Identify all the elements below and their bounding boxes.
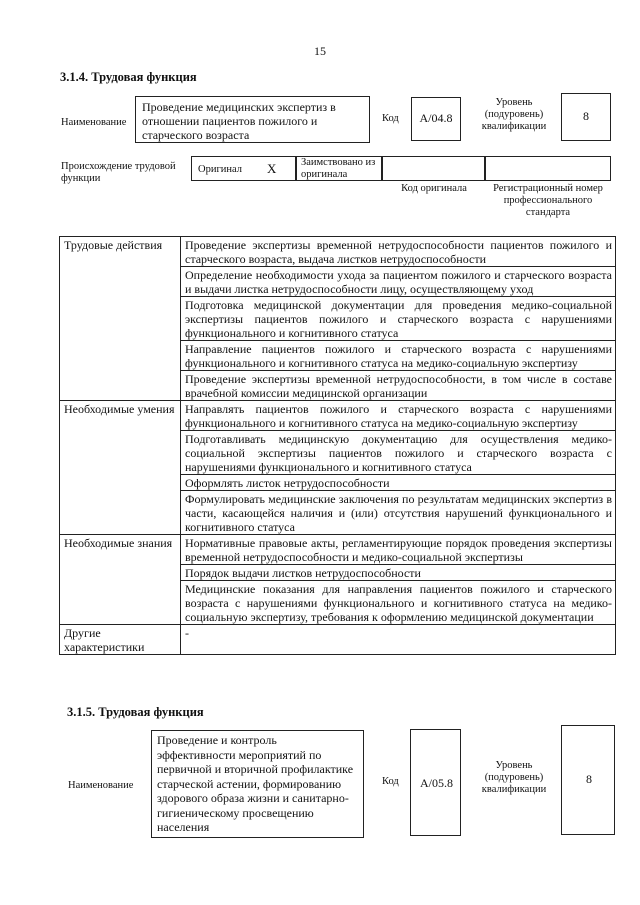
function-name-box: Проведение медицинских экспертиз в отношении пациентов пожилого и старческого возраста: [135, 96, 370, 143]
table-cell: Определение необходимости ухода за пациентом пожилого и старческого возраста и выдачи листка нетрудоспособности лицу, осуществляющему уход: [181, 267, 616, 297]
table-cell: Подготовка медицинской документации для проведения медико-социальной экспертизы пациентов пожилого и старческого возраста с нарушениями функционального и когнитивного статуса: [181, 297, 616, 341]
code-label: Код: [382, 776, 399, 787]
group-label: Трудовые действия: [60, 237, 181, 401]
page-number: 15: [314, 44, 326, 58]
group-label: Другие характеристики: [60, 625, 181, 655]
group-label: Необходимые умения: [60, 401, 181, 535]
code-value-box: A/04.8: [411, 97, 461, 141]
table-cell: Медицинские показания для направления пациентов пожилого и старческого возраста с нарушениями функционального и когнитивного статуса на медико-социальную экспертизу, требования к оформлению медицинской документации: [181, 581, 616, 625]
table-cell: Оформлять листок нетрудоспособности: [181, 475, 616, 491]
table-cell: Проведение экспертизы временной нетрудоспособности пациентов пожилого и старческого возраста, выдача листков нетрудоспособности: [181, 237, 616, 267]
name-label: Наименование: [61, 117, 127, 128]
table-cell: Проведение экспертизы временной нетрудоспособности, в том числе в составе врачебной комиссии медицинской организации: [181, 371, 616, 401]
code-label: Код: [382, 113, 399, 124]
original-cell: [191, 156, 296, 181]
code-original-label: Код оригинала: [401, 183, 467, 194]
section-heading: 3.1.5. Трудовая функция: [67, 705, 204, 719]
qualification-level-box: [561, 725, 615, 835]
borrowed-cell: [296, 156, 382, 181]
labor-function-table: [59, 236, 616, 655]
qualification-level-box: 8: [561, 93, 611, 141]
code-original-cell: [382, 156, 485, 181]
function-name-box: Проведение и контроль эффективности мероприятий по первичной и вторичной профилактике старческой астении, формированию здорового образа жизни и санитарно-гигиеническому просвещению населения: [151, 730, 364, 838]
table-cell: Нормативные правовые акты, регламентирующие порядок проведения экспертизы временной нетрудоспособности и медико-социальной экспертизы: [181, 535, 616, 565]
code-value-box: [410, 729, 461, 836]
table-cell: Направление пациентов пожилого и старческого возраста с нарушениями функционального и когнитивного статуса на медико-социальную экспертизу: [181, 341, 616, 371]
origin-label: Происхождение трудовой функции: [61, 161, 176, 184]
original-mark: X: [267, 161, 277, 176]
group-label: Необходимые знания: [60, 535, 181, 625]
qualification-level-label: Уровень (подуровень) квалификации: [481, 760, 547, 795]
reg-number-cell: [485, 156, 611, 181]
name-label: Наименование: [68, 780, 134, 791]
reg-number-label: Регистрационный номер профессионального стандарта: [493, 183, 603, 218]
table-cell: Формулировать медицинские заключения по результатам медицинских экспертиз в части, касающейся наличия и (или) отсутствия нарушений функционального и когнитивного статуса: [181, 491, 616, 535]
borrowed-label: Заимствовано из оригинала: [301, 157, 376, 180]
original-label: Оригинал: [198, 164, 242, 175]
table-cell: Направлять пациентов пожилого и старческого возраста с нарушениями функционального и когнитивного статуса на медико-социальную экспертизу: [181, 401, 616, 431]
qualification-level-value: 8: [586, 772, 592, 786]
table-cell: Порядок выдачи листков нетрудоспособности: [181, 565, 616, 581]
qualification-level-label: Уровень (подуровень) квалификации: [481, 97, 547, 132]
section-heading: 3.1.4. Трудовая функция: [60, 70, 197, 84]
table-cell: -: [181, 625, 616, 655]
code-value: A/05.8: [420, 776, 453, 790]
table-cell: Подготавливать медицинскую документацию для осуществления медико-социальной экспертизы пациентов пожилого и старческого возраста с нарушениями функционального и когнитивного статуса: [181, 431, 616, 475]
